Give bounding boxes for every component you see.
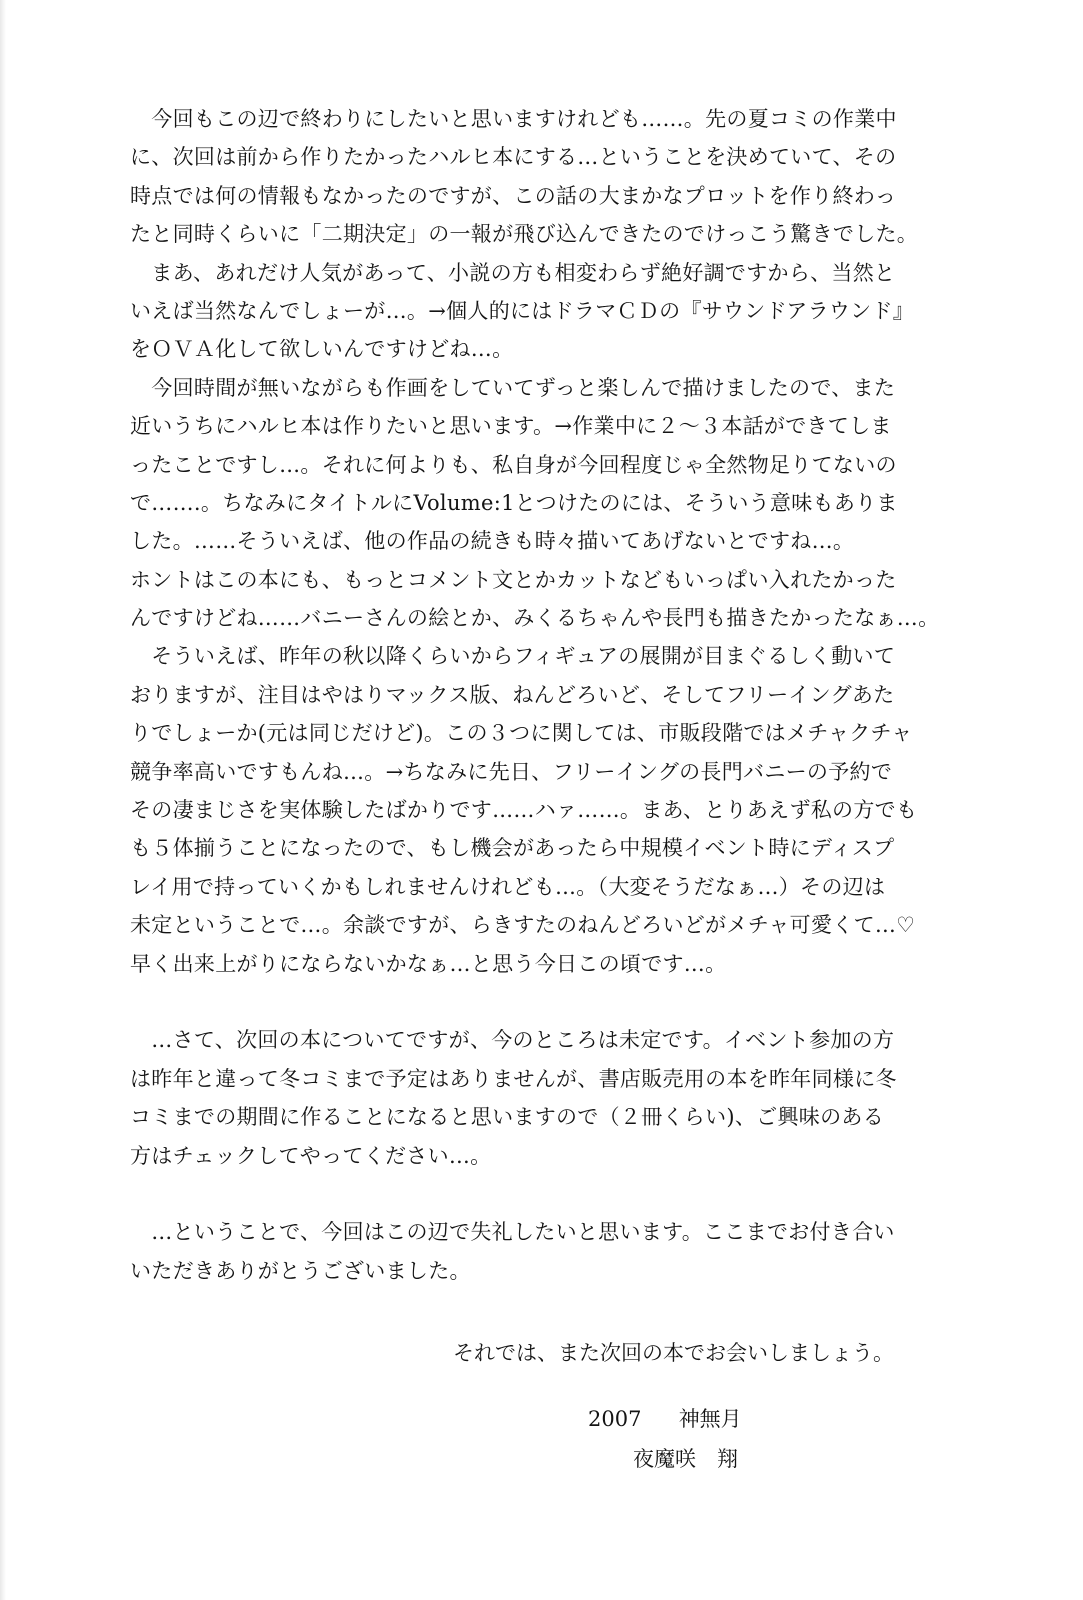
text-line: まあ、あれだけ人気があって、小説の方も相変わらず絶好調ですから、当然と [130,260,896,285]
text-line: んですけどね……バニーさんの絵とか、みくるちゃんや長門も描きたかったなぁ…。 [130,606,940,631]
text-line: で…….。ちなみにタイトルにVolume:1とつけたのには、そういう意味もありま [130,490,898,515]
text-line: 未定ということで…。余談ですが、らきすたのねんどろいどがメチャ可愛くて…♡ [130,913,916,938]
text-line: ったことですし…。それに何よりも、私自身が今回程度じゃ全然物足りてないの [130,452,897,477]
text-line: 今回時間が無いながらも作画をしていてずっと楽しんで描けましたので、また [130,375,896,400]
text-line: いただきありがとうございました。 [130,1258,471,1283]
date-month: 神無月 [678,1407,742,1431]
paragraph-gap [130,983,990,1021]
date-year: 2007 [588,1407,642,1431]
paragraph-gap [130,1175,990,1213]
text-line: …さて、次回の本についてですが、今のところは未定です。イベント参加の方 [130,1028,895,1053]
text-line: も５体揃うことになったので、もし機会があったら中規模イベント時にディスプ [130,836,895,861]
text-line: 近いうちにハルヒ本は作りたいと思います。→作業中に２～３本話ができてしま [130,414,892,439]
text-line: をＯＶＡ化して欲しいんですけどね…。 [130,337,514,362]
text-line: その凄まじさを実体験したばかりです……ハァ……。まあ、とりあえず私の方でも [130,798,918,823]
text-line: たと同時くらいに「二期決定」の一報が飛び込んできたのでけっこう驚きでした。 [130,222,919,247]
text-line: に、次回は前から作りたかったハルヒ本にする…ということを決めていて、その [130,145,897,170]
text-line: 時点では何の情報もなかったのですが、この話の大まかなプロットを作り終わっ [130,183,897,208]
text-line: 方はチェックしてやってください…。 [130,1143,492,1168]
afterword-text [130,100,990,1290]
text-line: した。……そういえば、他の作品の続きも時々描いてあげないとですね…。 [130,529,855,554]
text-line: そういえば、昨年の秋以降くらいからフィギュアの展開が目まぐるしく動いて [130,644,896,669]
closing-line: それでは、また次回の本でお会いしましょう。 [453,1341,894,1365]
text-line: おりますが、注目はやはりマックス版、ねんどろいど、そしてフリーイングあた [130,682,895,707]
text-line: コミまでの期間に作ることになると思いますので（２冊くらい)、ご興味のある [130,1105,884,1130]
author-signature: 夜魔咲 翔 [633,1447,738,1471]
text-line: ホントはこの本にも、もっとコメント文とかカットなどもいっぱい入れたかった [130,567,897,592]
text-line: りでしょーか(元は同じだけど)。この３つに関しては、市販段階ではメチャクチャ [130,721,913,746]
text-line: 競争率高いですもんね…。→ちなみに先日、フリーイングの長門バニーの予約で [130,759,893,784]
date-line [588,1400,742,1438]
text-line: レイ用で持っていくかもしれませんけれども…。（大変そうだなぁ…）その辺は [130,874,886,899]
text-line: いえば当然なんでしょーが…。→個人的にはドラマＣＤの『サウンドアラウンド』 [130,298,915,323]
text-line: 今回もこの辺で終わりにしたいと思いますけれども……。先の夏コミの作業中 [130,107,897,131]
page-edge-shadow [0,0,6,1600]
text-line: …ということで、今回はこの辺で失礼したいと思います。ここまでお付き合い [130,1220,895,1245]
text-line: は昨年と違って冬コミまで予定はありませんが、書店販売用の本を昨年同様に冬 [130,1066,897,1091]
text-line: 早く出来上がりにならないかなぁ…と思う今日この頃です…。 [130,951,727,976]
